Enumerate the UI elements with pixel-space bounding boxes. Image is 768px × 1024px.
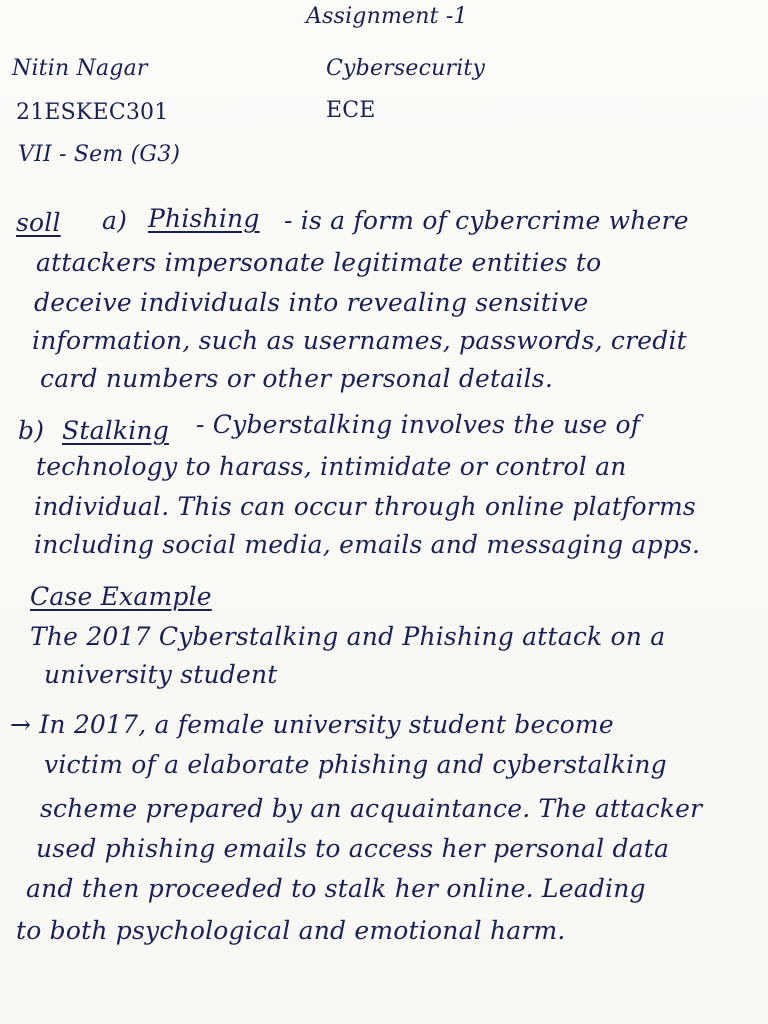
part-a-marker: a) bbox=[102, 206, 128, 235]
text-line: deceive individuals into revealing sensitive bbox=[34, 288, 589, 317]
subject-name: Cybersecurity bbox=[326, 56, 486, 81]
text-line: - is a form of cybercrime where bbox=[284, 206, 689, 235]
text-line: and then proceeded to stalk her online. Leading bbox=[26, 874, 646, 903]
case-title-line: university student bbox=[44, 660, 278, 689]
term-stalking: Stalking bbox=[62, 416, 169, 445]
text-line: attackers impersonate legitimate entities to bbox=[36, 248, 602, 277]
part-b-marker: b) bbox=[18, 416, 45, 445]
roll-number: 21ESKEC301 bbox=[16, 100, 169, 125]
text-line: card numbers or other personal details. bbox=[40, 364, 553, 393]
text-line: individual. This can occur through online platforms bbox=[34, 492, 696, 521]
text-line: → In 2017, a female university student become bbox=[10, 710, 614, 739]
text-line: - Cyberstalking involves the use of bbox=[196, 410, 641, 439]
case-example-heading: Case Example bbox=[30, 582, 212, 611]
case-title-line: The 2017 Cyberstalking and Phishing attack on a bbox=[30, 622, 666, 651]
text-line: including social media, emails and messaging apps. bbox=[34, 530, 701, 559]
text-line: information, such as usernames, passwords, credit bbox=[32, 326, 687, 355]
text-line: technology to harass, intimidate or control an bbox=[36, 452, 627, 481]
assignment-title: Assignment -1 bbox=[306, 4, 468, 29]
semester: VII - Sem (G3) bbox=[18, 142, 181, 167]
text-line: to both psychological and emotional harm. bbox=[16, 916, 566, 945]
text-line: victim of a elaborate phishing and cyberstalking bbox=[44, 750, 667, 779]
term-phishing: Phishing bbox=[148, 204, 260, 233]
department: ECE bbox=[326, 98, 376, 123]
solution-label: soll bbox=[16, 208, 61, 237]
text-line: used phishing emails to access her personal data bbox=[36, 834, 670, 863]
student-name: Nitin Nagar bbox=[12, 56, 148, 81]
text-line: scheme prepared by an acquaintance. The attacker bbox=[40, 794, 703, 823]
